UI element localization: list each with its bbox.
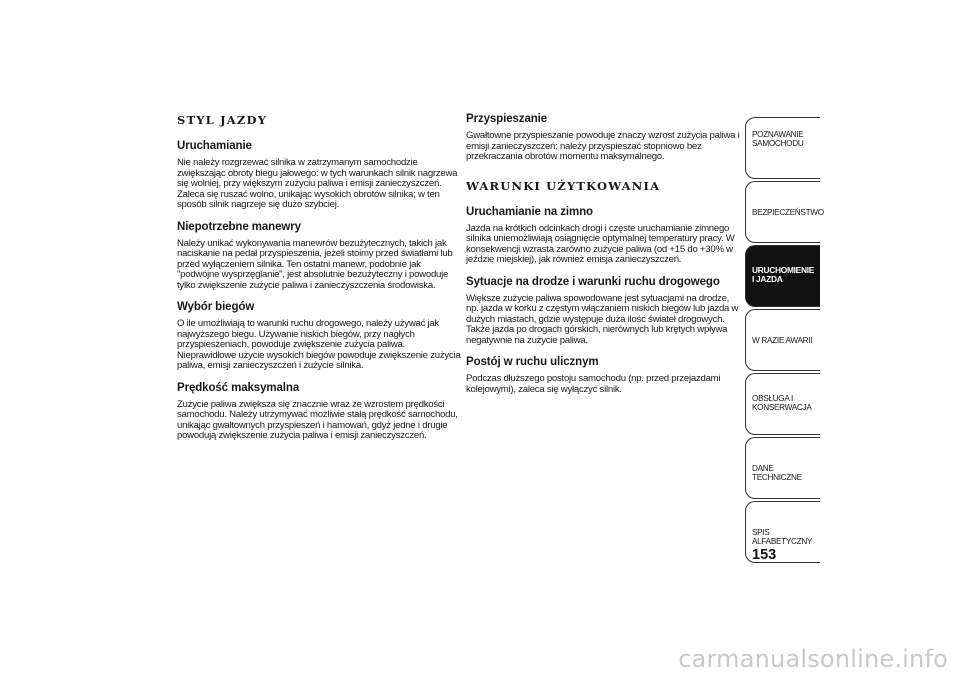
chapter-tabs — [745, 117, 824, 565]
subheading-gear-selection: Wybór biegów — [177, 301, 255, 313]
subheading-unnecessary-manoeuvres: Niepotrzebne manewry — [177, 220, 301, 233]
paragraph-cold-start: Jazda na krótkich odcinkach drogi i częste uruchamianie zimnego silnika uniemożliwiają osiągnięcie optymalnej temperatury pracy. W konsekwencji wzrasta zarówno zużycie paliwa (od +15 do +30% w jeździe miejskiej), jak również emisja zanieczyszczeń. — [466, 222, 735, 265]
paragraph-acceleration: Gwałtowne przyspieszanie powoduje znaczy wzrost zużycia paliwa i emisji zanieczyszczeń; należy przyspieszać stopniowo bez przekraczania obrotów momentu maksymalnego. — [466, 130, 740, 162]
tab-label: URUCHOMIENIE I JAZDA — [752, 265, 815, 284]
paragraph-starting: Nie należy rozgrzewać silnika w zatrzymanym samochodzie zwiększając obroty biegu jałowego: w tych warunkach silnik nagrzewa się wolniej, przy większym zużyciu paliwa i emisji zanieczyszczeń. Zaleca się ruszać wolno, unikając wysokich obrotów silnika; w ten sposób silnik nagrzeje się dużo szybciej. — [177, 157, 458, 210]
tab-label: W RAZIE AWARII — [752, 336, 813, 345]
tab-getting-to-know-car[interactable] — [745, 117, 820, 179]
watermark: carmanualsonline.info — [678, 645, 948, 673]
paragraph-max-speed: Zużycie paliwa zwiększa się znacznie wraz ze wzrostem prędkości samochodu. Należy utrzymywać możliwie stałą prędkość samochodu, unikając gwałtownych przyspieszeń i hamowań, gdyż jedne i drugie powodują zwiększenie zużycia paliwa i emisji zanieczyszczeń. — [177, 398, 458, 441]
subheading-cold-start: Uruchamianie na zimno — [466, 205, 593, 218]
page-number: 153 — [752, 547, 777, 563]
paragraph-unnecessary-manoeuvres: Należy unikać wykonywania manewrów bezużytecznych, takich jak naciskanie na pedał przyspieszenia, jeżeli stoimy przed światłami lub przed wyłączeniem silnika. Ten ostatni manewr, podobnie jak "podwójne wysprzęglanie", jest absolutnie bezużyteczny i powoduje tylko zwiększenie zużycie paliwa i zanieczyszczenia środowiska. — [177, 237, 453, 291]
tab-label: DANE TECHNICZNE — [752, 464, 802, 482]
tab-label: BEZPIECZEŃSTWO — [752, 208, 824, 217]
tab-technical-specifications[interactable] — [745, 437, 820, 499]
tab-label: SPIS ALFABETYCZNY — [752, 528, 813, 546]
section-heading-driving-style: STYL JAZDY — [177, 113, 268, 127]
subheading-starting: Uruchamianie — [177, 140, 252, 152]
right-column — [466, 113, 756, 405]
section-heading-conditions-of-use: WARUNKI UŻYTKOWANIA — [466, 178, 661, 193]
subheading-stop-in-traffic: Postój w ruchu ulicznym — [466, 356, 599, 368]
tab-servicing-and-maintenance[interactable] — [745, 373, 820, 435]
tab-label: OBSŁUGA I KONSERWACJA — [752, 394, 812, 412]
tab-safety[interactable] — [745, 181, 824, 243]
subheading-road-traffic-conditions: Sytuacje na drodze i warunki ruchu drogowego — [466, 275, 720, 288]
paragraph-road-traffic-conditions: Większe zużycie paliwa spowodowane jest sytuacjami na drodze, np. jazda w korku z częstym włączaniem niskich biegów lub jazda w dużych miastach, gdzie występuje duża ilość świateł drogowych. Także jazda po drogach górskich, nierównych lub krętych wpływa negatywnie na zużycie paliwa. — [466, 292, 739, 346]
tab-in-emergency[interactable] — [745, 309, 820, 371]
subheading-max-speed: Prędkość maksymalna — [177, 381, 300, 394]
tab-label: POZNAWANIE SAMOCHODU — [752, 130, 804, 148]
left-column — [177, 113, 467, 452]
paragraph-gear-selection: O ile umożliwiają to warunki ruchu drogowego, należy używać jak najwyższego biegu. Używanie niskich biegów, przy nagłych przyspieszeniach, powoduje zwiększenie zużycia paliwa. Nieprawidłowe użycie wysokich biegów powoduje zwiększenie zużycia paliwa, emisji zanieczyszczeń i zużycie silnika. — [177, 318, 461, 371]
subheading-acceleration: Przyspieszanie — [466, 113, 548, 125]
tab-starting-and-driving[interactable] — [745, 245, 820, 307]
paragraph-stop-in-traffic: Podczas dłuższego postoju samochodu (np. przed przejazdami kolejowymi), zaleca się wyłączyć silnik. — [466, 373, 721, 395]
